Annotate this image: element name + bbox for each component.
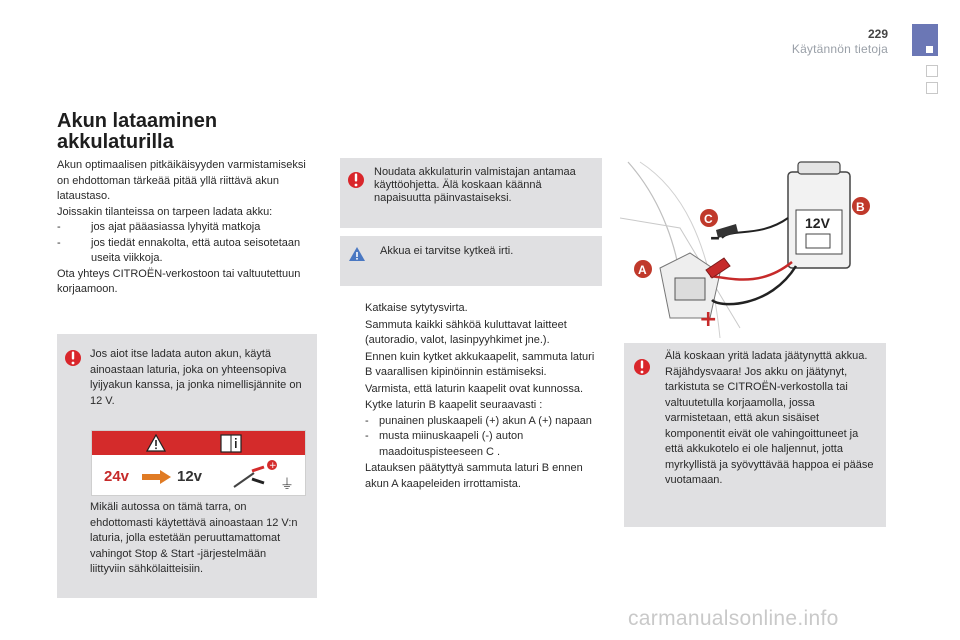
compatibility-text: Jos aiot itse ladata auton akun, käytä ainoastaan laturia, joka on yhteensopiva lyijyakun kanssa, ja jonka nimellisjännite on 12 V. [90, 348, 302, 407]
intro-list [57, 220, 319, 267]
jumper-cable-icon [230, 457, 296, 491]
voltage-label-sticker [91, 430, 306, 496]
svg-text:⏚: ⏚ [280, 477, 294, 491]
voltage-24v-label: 24v [104, 468, 130, 485]
list-item [342, 301, 604, 317]
warning-icon [634, 357, 650, 377]
arrow-right-icon [142, 469, 172, 485]
list-item [365, 429, 604, 460]
caution-triangle-icon [146, 434, 166, 452]
intro-paragraph-2: Joissakin tilanteissa on tarpeen ladata akku: [57, 205, 273, 218]
step-text: Kytke laturin B kaapelit seuraavasti : [365, 399, 543, 411]
list-item [342, 382, 604, 398]
frozen-battery-warning-box [624, 343, 886, 527]
nav-square-2 [926, 82, 938, 94]
sub-step-text: musta miinuskaapeli (-) auton maadoituspisteeseen C . [379, 430, 524, 458]
label-b-text: B [856, 200, 865, 214]
step-text: Katkaise sytytysvirta. [365, 302, 468, 314]
label-red-band [92, 431, 305, 455]
page-title-line1: Akun lataaminen [57, 110, 218, 132]
steps-list [342, 301, 604, 492]
step-text: Latauksen päätyttyä sammuta laturi B ennen akun A kaapeleiden irrottamista. [365, 462, 583, 490]
step-text: Ennen kuin kytket akkukaapelit, sammuta laturi B vaarallisen kipinöinnin estämiseksi. [365, 350, 595, 378]
page-title [57, 111, 317, 153]
list-item [365, 414, 604, 430]
charger-voltage-text: 12V [805, 215, 830, 231]
svg-text:–: – [710, 225, 720, 249]
voltage-12v-label: 12v [177, 468, 203, 485]
tab-marker [926, 46, 933, 53]
intro-paragraph-3: Ota yhteys CITROËN-verkostoon tai valtuutettuun korjaamoon. [57, 267, 301, 295]
frozen-warning-text: Älä koskaan yritä ladata jäätynyttä akkua. Räjähdysvaara! Jos akku on jäätynyt, tarkistuta se CITROËN-verkostolla tai valtuutetulla korjaamolla, jossa varmistetaan, että akun sisäiset komponentit eivät ole vahingoittuneet ja että akkukotelo ei ole haljennut, jotta myrkyllistä ja syövyttävää happoa ei pääse vuotamaan. [665, 350, 874, 486]
page-number: 229 [867, 27, 888, 41]
page-title-line2: akkulaturilla [57, 131, 174, 153]
info-icon [349, 247, 365, 263]
dash-marker: - [365, 414, 369, 427]
intro-section [57, 158, 319, 298]
dash-marker: - [365, 430, 369, 442]
watermark: carmanualsonline.info [628, 607, 839, 630]
svg-text:+: + [699, 307, 718, 332]
step-text: Varmista, että laturin kaapelit ovat kunnossa. [365, 382, 584, 395]
warning-icon [348, 170, 364, 190]
list-item [57, 220, 319, 236]
label-c-text: C [704, 212, 713, 226]
list-item [342, 461, 604, 492]
list-item [57, 236, 319, 267]
list-item-text: jos ajat pääasiassa lyhyitä matkoja [91, 221, 261, 233]
dash-marker: - [57, 221, 61, 233]
list-item [342, 350, 604, 381]
charger-compatibility-box [57, 334, 317, 598]
charger-instructions-box [340, 158, 602, 228]
chapter-tab [912, 24, 938, 56]
nav-square-1 [926, 65, 938, 77]
chapter-title: Käytännön tietoja [791, 42, 888, 56]
label-a-text: A [638, 263, 647, 277]
dash-marker: - [57, 236, 61, 249]
manual-book-icon [220, 434, 242, 453]
list-item [342, 398, 604, 460]
warning-icon [65, 348, 81, 368]
battery-charging-illustration [620, 158, 882, 340]
list-item-text: jos tiedät ennakolta, että autoa seisotetaan useita viikkoja. [91, 236, 301, 264]
label-explanation-text: Mikäli autossa on tämä tarra, on ehdottomasti käytettävä ainoastaan 12 V:n laturia, jolla estetään peruuttamattomat vahingot Stop & Start -järjestelmään liittyviin sähkölaitteisiin. [90, 501, 298, 575]
list-item [342, 318, 604, 349]
intro-paragraph-1: Akun optimaalisen pitkäikäisyyden varmistamiseksi on ehdottoman tärkeää pitää yllä riittävä akun lataustaso. [57, 159, 306, 202]
sub-step-text: punainen pluskaapeli (+) akun A (+) napaan [379, 414, 592, 427]
svg-text:+: + [269, 461, 277, 471]
step-text: Sammuta kaikki sähköä kuluttavat laitteet (autoradio, valot, lasinpyyhkimet jne.). [365, 318, 567, 346]
charger-notice-text: Noudata akkulaturin valmistajan antamaa käyttöohjetta. Älä koskaan käännä napaisuutta päinvastaiseksi. [374, 166, 576, 204]
sub-steps-list [365, 414, 604, 461]
info-notice-text: Akkua ei tarvitse kytkeä irti. [380, 245, 514, 257]
charging-steps [342, 301, 604, 493]
info-box [340, 236, 602, 286]
